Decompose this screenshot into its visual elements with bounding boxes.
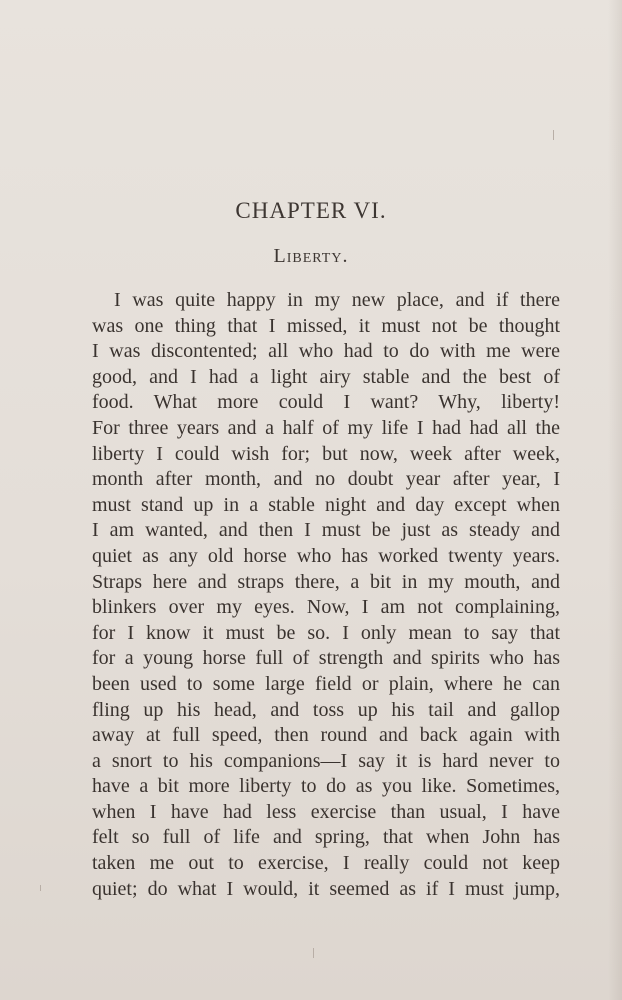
paper-speck bbox=[313, 948, 314, 958]
text-line: must stand up in a stable night and day except when bbox=[92, 493, 560, 516]
text-line: have a bit more liberty to do as you like. Sometimes, bbox=[92, 775, 560, 798]
text-line: I was discontented; all who had to do with me were bbox=[92, 340, 560, 363]
text-line: was one thing that I missed, it must not be thought bbox=[92, 314, 560, 337]
paper-speck bbox=[40, 885, 41, 891]
text-line: felt so full of life and spring, that when John has bbox=[92, 826, 560, 849]
text-line: a snort to his companions—I say it is hard never to bbox=[92, 749, 560, 772]
text-line: liberty I could wish for; but now, week after week, bbox=[92, 442, 560, 465]
text-line: for I know it must be so. I only mean to say that bbox=[92, 621, 560, 644]
text-line: food. What more could I want? Why, liberty! bbox=[92, 391, 560, 414]
page-edge-shadow bbox=[608, 0, 622, 1000]
text-line: quiet; do what I would, it seemed as if I must jump, bbox=[92, 877, 560, 900]
text-line: blinkers over my eyes. Now, I am not complaining, bbox=[92, 596, 560, 619]
text-line: away at full speed, then round and back again with bbox=[92, 724, 560, 747]
paper-speck bbox=[553, 130, 554, 140]
text-line: good, and I had a light airy stable and the best of bbox=[92, 365, 560, 388]
text-line: For three years and a half of my life I had had all the bbox=[92, 416, 560, 439]
text-line: when I have had less exercise than usual, I have bbox=[92, 800, 560, 823]
section-heading: Liberty. bbox=[273, 245, 349, 267]
text-line: for a young horse full of strength and spirits who has bbox=[92, 647, 560, 670]
text-line: fling up his head, and toss up his tail and gallop bbox=[92, 698, 560, 721]
text-line: I am wanted, and then I must be just as steady and bbox=[92, 519, 560, 542]
body-text bbox=[92, 288, 560, 902]
text-line: quiet as any old horse who has worked twenty years. bbox=[92, 544, 560, 567]
text-line: been used to some large field or plain, where he can bbox=[92, 672, 560, 695]
text-line: I was quite happy in my new place, and if there bbox=[114, 289, 560, 311]
text-line: month after month, and no doubt year after year, I bbox=[92, 468, 560, 491]
chapter-heading: CHAPTER VI. bbox=[235, 198, 387, 223]
text-line: taken me out to exercise, I really could not keep bbox=[92, 852, 560, 875]
text-line: Straps here and straps there, a bit in my mouth, and bbox=[92, 570, 560, 593]
